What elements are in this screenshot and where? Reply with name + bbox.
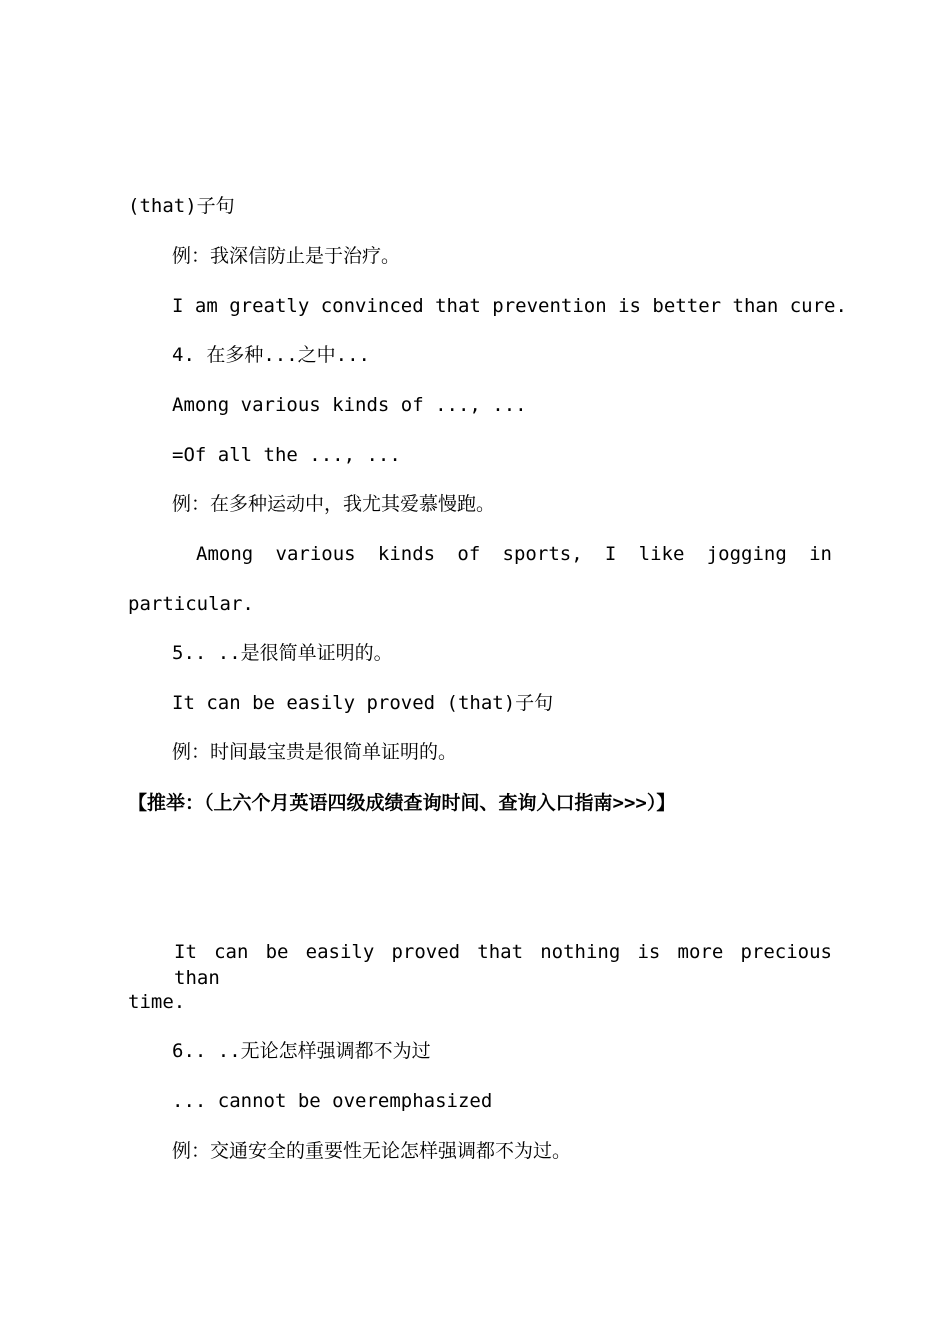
recommendation-link[interactable]: 【推举：（上六个月英语四级成绩查询时间、查询入口指南>>>）】 bbox=[128, 792, 676, 814]
text-line: (that)子句 bbox=[128, 195, 235, 217]
section-heading: 6.. ..无论怎样强调都不为过 bbox=[172, 1040, 431, 1062]
text-line: time. bbox=[128, 991, 186, 1013]
section-heading: 5.. ..是很简单证明的。 bbox=[172, 642, 393, 664]
example-line: 例：在多种运动中，我尤其爱慕慢跑。 bbox=[172, 493, 496, 515]
text-line: =Of all the ..., ... bbox=[172, 444, 401, 466]
text-line: I am greatly convinced that prevention is better than cure. bbox=[172, 295, 847, 317]
section-heading: 4. 在多种...之中... bbox=[172, 344, 370, 366]
example-line: 例：时间最宝贵是很简单证明的。 bbox=[172, 741, 458, 763]
text-line: Among various kinds of ..., ... bbox=[172, 394, 527, 416]
text-line: Among various kinds of sports, I like jogging in bbox=[196, 543, 832, 565]
example-line: 例：交通安全的重要性无论怎样强调都不为过。 bbox=[172, 1140, 572, 1162]
text-line: ... cannot be overemphasized bbox=[172, 1090, 493, 1112]
example-line: 例：我深信防止是于治疗。 bbox=[172, 245, 401, 267]
text-line: It can be easily proved (that)子句 bbox=[172, 692, 554, 714]
text-line: particular. bbox=[128, 593, 254, 615]
text-line: It can be easily proved that nothing is more precious than bbox=[174, 941, 832, 989]
